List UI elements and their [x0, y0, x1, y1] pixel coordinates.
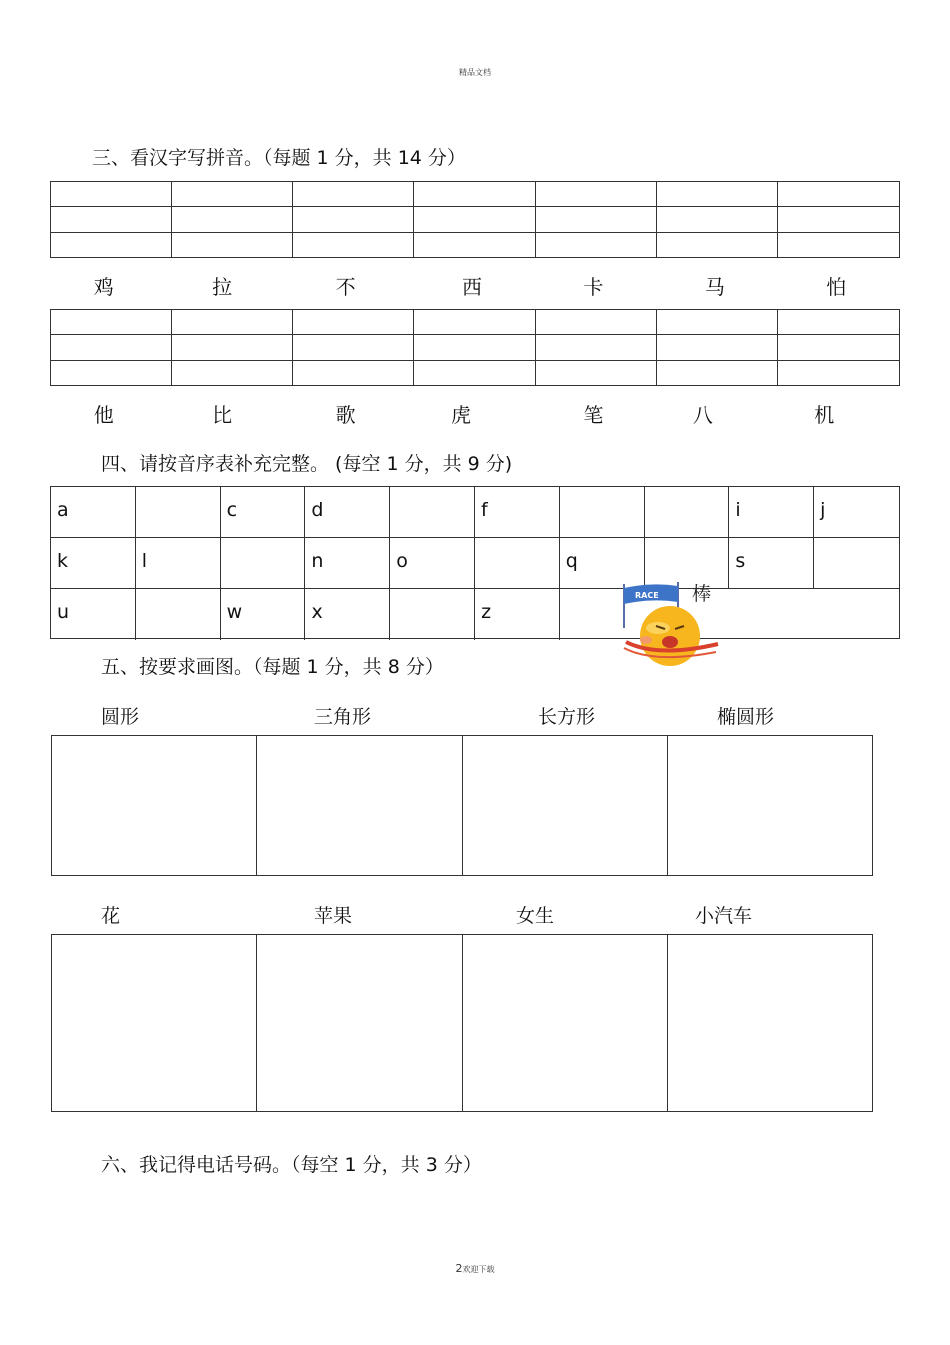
alphabet-blank[interactable]: [645, 487, 730, 537]
alphabet-row: [51, 589, 899, 640]
hanzi-char: 鸡: [93, 275, 114, 299]
pinyin-cell[interactable]: [536, 182, 657, 257]
sticker-area: [560, 589, 899, 640]
flag-text: RACE: [635, 591, 659, 600]
pinyin-grid-1: [50, 181, 900, 258]
header-note: 精品文档: [459, 68, 491, 77]
drawing-grid-2: [51, 934, 873, 1112]
hanzi-char: 比: [212, 403, 233, 427]
alphabet-cell: d: [305, 487, 390, 537]
cheering-face-icon: [624, 606, 718, 666]
char-row-1: [50, 271, 900, 300]
hanzi-char: 不: [335, 275, 356, 299]
pinyin-cell[interactable]: [414, 310, 535, 385]
alphabet-blank[interactable]: [221, 538, 306, 588]
drawing-grid-1: [51, 735, 873, 876]
pinyin-cell[interactable]: [778, 182, 899, 257]
drawing-box[interactable]: [52, 935, 257, 1111]
pinyin-cell[interactable]: [172, 310, 293, 385]
alphabet-row: [51, 538, 899, 589]
char-row-2: [50, 399, 900, 428]
hanzi-char: 笔: [583, 403, 604, 427]
alphabet-cell: f: [475, 487, 560, 537]
shape-label: 三角形: [314, 706, 372, 728]
footer-text: 欢迎下载: [462, 1265, 495, 1274]
hanzi-char: 八: [692, 403, 713, 427]
alphabet-cell: l: [136, 538, 221, 588]
alphabet-cell: w: [221, 589, 306, 640]
section4-title: 四、请按音序表补充完整。 (每空 1 分，共 9 分): [101, 453, 513, 475]
drawing-box[interactable]: [257, 736, 462, 875]
alphabet-cell: k: [51, 538, 136, 588]
sticker-caption: 棒: [692, 583, 712, 605]
section5-title: 五、按要求画图。（每题 1 分，共 8 分）: [101, 656, 444, 678]
pinyin-cell[interactable]: [172, 182, 293, 257]
alphabet-cell: a: [51, 487, 136, 537]
pinyin-cell[interactable]: [657, 182, 778, 257]
alphabet-cell: o: [390, 538, 475, 588]
pinyin-cell[interactable]: [51, 182, 172, 257]
alphabet-cell: i: [729, 487, 814, 537]
hanzi-char: 机: [814, 403, 835, 427]
pinyin-cell[interactable]: [657, 310, 778, 385]
shape-label: 椭圆形: [717, 706, 775, 728]
hanzi-char: 拉: [212, 275, 233, 299]
alphabet-cell: n: [305, 538, 390, 588]
section6-title: 六、我记得电话号码。（每空 1 分，共 3 分）: [101, 1154, 482, 1176]
drawing-box[interactable]: [463, 935, 668, 1111]
object-label: 小汽车: [695, 905, 753, 927]
alphabet-cell: u: [51, 589, 136, 640]
footer: [0, 1262, 950, 1275]
hanzi-char: 卡: [583, 275, 604, 299]
hanzi-char: 他: [93, 403, 114, 427]
object-label: 苹果: [314, 905, 353, 927]
shape-label: 圆形: [101, 706, 140, 728]
alphabet-cell: s: [729, 538, 814, 588]
alphabet-cell: z: [475, 589, 560, 640]
object-label: 女生: [516, 905, 555, 927]
alphabet-row: [51, 487, 899, 538]
alphabet-blank[interactable]: [390, 487, 475, 537]
drawing-box[interactable]: [463, 736, 668, 875]
shape-label: 长方形: [538, 706, 596, 728]
pinyin-cell[interactable]: [293, 310, 414, 385]
alphabet-blank[interactable]: [814, 538, 899, 588]
alphabet-cell: q: [560, 538, 645, 588]
drawing-box[interactable]: [52, 736, 257, 875]
alphabet-cell: j: [820, 499, 826, 521]
page-number: 2: [455, 1262, 463, 1275]
drawing-box[interactable]: [257, 935, 462, 1111]
alphabet-table: [50, 486, 900, 639]
hanzi-char: 歌: [335, 403, 356, 427]
pinyin-cell[interactable]: [51, 310, 172, 385]
hanzi-char: 马: [704, 275, 725, 299]
cheering-face-sticker: [618, 578, 723, 670]
alphabet-blank[interactable]: [475, 538, 560, 588]
pinyin-cell[interactable]: [536, 310, 657, 385]
hanzi-char: 虎: [450, 403, 471, 427]
object-label: 花: [101, 905, 121, 927]
alphabet-blank[interactable]: [560, 487, 645, 537]
section3-title: 三、看汉字写拼音。（每题 1 分，共 14 分）: [92, 147, 466, 169]
pinyin-grid-2: [50, 309, 900, 386]
hanzi-char: 西: [461, 275, 482, 299]
pinyin-cell[interactable]: [778, 310, 899, 385]
pinyin-cell[interactable]: [293, 182, 414, 257]
drawing-box[interactable]: [668, 736, 872, 875]
hanzi-char: 怕: [826, 275, 847, 299]
pinyin-cell[interactable]: [414, 182, 535, 257]
alphabet-blank[interactable]: [136, 487, 221, 537]
alphabet-blank[interactable]: [136, 589, 221, 640]
drawing-box[interactable]: [668, 935, 872, 1111]
alphabet-cell: c: [221, 487, 306, 537]
alphabet-blank[interactable]: [390, 589, 475, 640]
alphabet-cell: x: [305, 589, 390, 640]
